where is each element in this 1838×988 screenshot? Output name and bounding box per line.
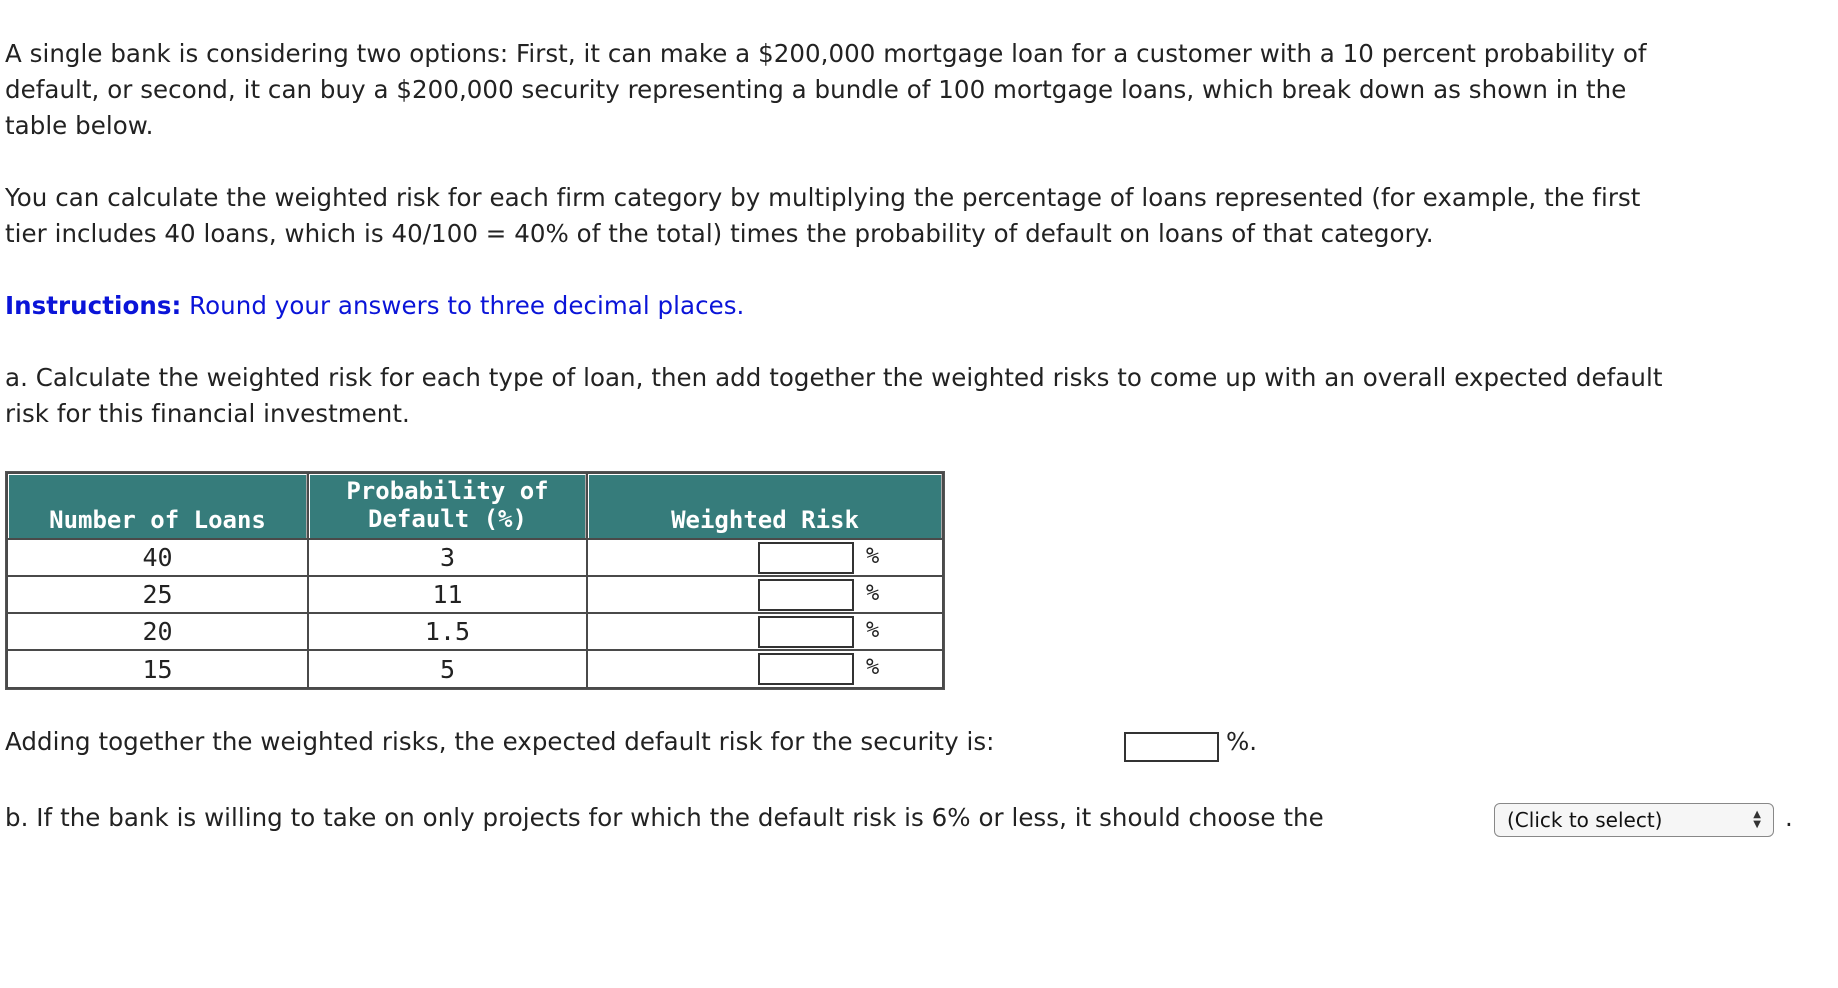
row-2-loans: 25: [8, 577, 307, 612]
row-3-loans: 20: [8, 614, 307, 649]
header-number-of-loans: [8, 474, 307, 538]
header-weighted-risk: [588, 474, 942, 538]
weighted-risk-table: [5, 471, 945, 690]
part-a-question: [5, 360, 1835, 432]
row-1-weighted-risk-input[interactable]: [758, 542, 854, 574]
row-2-weighted-risk-input[interactable]: [758, 579, 854, 611]
header-probability-of-default: [309, 474, 586, 538]
select-value: (Click to select): [1507, 808, 1663, 832]
row-4-probability: 5: [309, 651, 586, 687]
part-b-question: b. If the bank is willing to take on only projects for which the default risk is 6% or less, it should choose the: [5, 803, 1324, 832]
header-weighted-label: Weighted Risk: [671, 506, 859, 534]
row-3-probability: 1.5: [309, 614, 586, 649]
instructions-label: Instructions:: [5, 291, 182, 320]
expected-default-risk-input[interactable]: [1124, 732, 1219, 762]
row-4-loans: 15: [8, 651, 307, 687]
total-percent-unit: %.: [1226, 727, 1258, 756]
part-a-line-2: risk for this financial investment.: [5, 399, 410, 428]
intro-paragraph: [5, 36, 1835, 144]
row-3-percent-unit: %: [866, 618, 880, 643]
explanation-line-1: You can calculate the weighted risk for each firm category by multiplying the percentage of loans represented (for example, the first: [5, 183, 1641, 212]
row-1-probability: 3: [309, 540, 586, 575]
sum-question: Adding together the weighted risks, the expected default risk for the security is:: [5, 727, 995, 756]
select-arrows-icon: ▲ ▼: [1753, 809, 1761, 830]
explanation-line-2: tier includes 40 loans, which is 40/100 = 40% of the total) times the probability of default on loans of that category.: [5, 219, 1434, 248]
investment-choice-select[interactable]: [1494, 803, 1774, 837]
part-a-line-1: a. Calculate the weighted risk for each type of loan, then add together the weighted risks to come up with an overall expected default: [5, 363, 1663, 392]
instructions: [5, 288, 1835, 324]
row-1-percent-unit: %: [866, 544, 880, 569]
row-2-probability: 11: [309, 577, 586, 612]
row-1-weighted-cell: [588, 540, 942, 575]
intro-line-1: A single bank is considering two options: First, it can make a $200,000 mortgage loan for a customer with a 10 percent probability of: [5, 39, 1647, 68]
row-4-weighted-cell: [588, 651, 942, 687]
explanation-paragraph: [5, 180, 1835, 252]
header-prob-line-2: Default (%): [368, 504, 527, 533]
header-prob-line-1: Probability of: [346, 476, 549, 505]
row-1-loans: 40: [8, 540, 307, 575]
row-3-weighted-risk-input[interactable]: [758, 616, 854, 648]
intro-line-3: table below.: [5, 111, 154, 140]
header-loans-label: Number of Loans: [49, 506, 266, 534]
part-b-period: .: [1785, 803, 1793, 832]
intro-line-2: default, or second, it can buy a $200,000 security representing a bundle of 100 mortgage loans, which break down as shown in the: [5, 75, 1627, 104]
row-4-percent-unit: %: [866, 655, 880, 680]
row-2-weighted-cell: [588, 577, 942, 612]
row-2-percent-unit: %: [866, 581, 880, 606]
row-4-weighted-risk-input[interactable]: [758, 653, 854, 685]
instructions-text: Round your answers to three decimal places.: [181, 291, 745, 320]
row-3-weighted-cell: [588, 614, 942, 649]
